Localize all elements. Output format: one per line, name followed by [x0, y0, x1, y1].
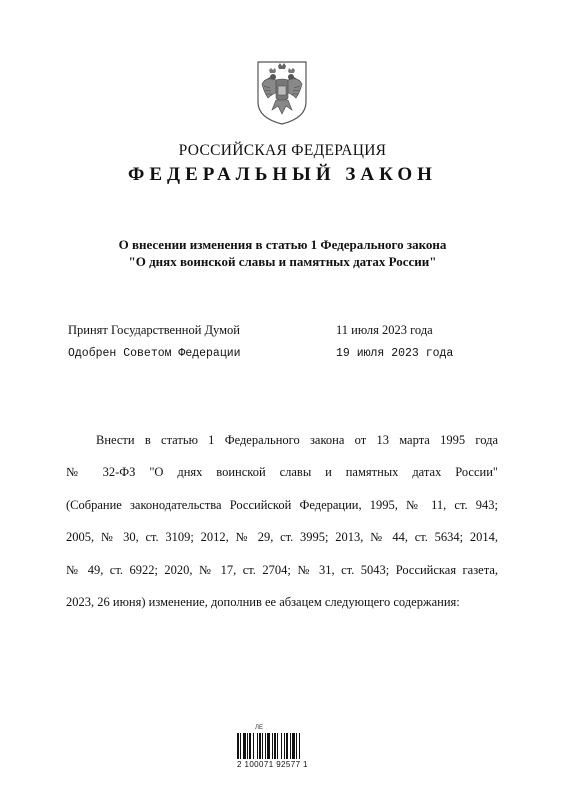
body-line: № 32-ФЗ "О днях воинской славы и памятных датах России"	[66, 465, 498, 480]
barcode-bar	[299, 733, 300, 759]
barcode-bar	[262, 733, 263, 759]
country-heading: РОССИЙСКАЯ ФЕДЕРАЦИЯ	[178, 142, 387, 159]
barcode-icon	[237, 733, 327, 759]
coat-of-arms-icon	[254, 58, 310, 126]
barcode-bar	[290, 733, 291, 759]
duma-adoption-row	[68, 323, 488, 347]
barcode-bar	[272, 733, 273, 759]
barcode-bar	[281, 733, 282, 759]
barcode-bar	[267, 733, 270, 759]
body-line: 2005, № 30, ст. 3109; 2012, № 29, ст. 3995; 2013, № 44, ст. 5634; 2014,	[66, 530, 498, 545]
barcode-bar	[296, 733, 297, 759]
barcode-bar	[292, 733, 295, 759]
body-line: 2023, 26 июня) изменение, дополнив ее абзацем следующего содержания:	[66, 594, 460, 609]
law-title-line-1: О внесении изменения в статью 1 Федерального закона	[118, 237, 447, 252]
barcode-bar	[286, 733, 288, 759]
adoption-block	[68, 323, 488, 371]
body-line: № 49, ст. 6922; 2020, № 17, ст. 2704; № 31, ст. 5043; Российская газета,	[66, 562, 498, 577]
law-title-line-2: "О днях воинской славы и памятных датах России"	[128, 254, 437, 269]
document-type-heading: ФЕДЕРАЛЬНЫЙ ЗАКОН	[128, 164, 437, 185]
barcode-mark: ЛЕ	[255, 725, 263, 731]
law-body-paragraph	[66, 424, 498, 618]
duma-adoption-label: Принят Государственной Думой	[68, 323, 240, 337]
barcode-bar	[259, 733, 261, 759]
barcode-bar	[284, 733, 285, 759]
barcode-bar	[274, 733, 276, 759]
barcode-bar	[237, 733, 239, 759]
barcode-bar	[253, 733, 254, 759]
council-approval-date: 19 июля 2023 года	[336, 347, 454, 360]
barcode-bar	[243, 733, 246, 759]
body-line: (Собрание законодательства Российской Федерации, 1995, № 11, ст. 943;	[66, 497, 498, 512]
law-title	[0, 236, 565, 270]
barcode-bar	[265, 733, 266, 759]
body-line: Внести в статью 1 Федерального закона от 13 марта 1995 года	[96, 433, 498, 447]
barcode-bar	[277, 733, 278, 759]
barcode-bar	[257, 733, 258, 759]
barcode-bar	[240, 733, 241, 759]
barcode-bar	[249, 733, 251, 759]
duma-adoption-date: 11 июля 2023 года	[336, 323, 433, 337]
council-approval-row	[68, 347, 488, 371]
barcode-bar	[247, 733, 248, 759]
council-approval-label: Одобрен Советом Федерации	[68, 347, 241, 360]
barcode-number: 2 100071 92577 1	[237, 760, 308, 769]
